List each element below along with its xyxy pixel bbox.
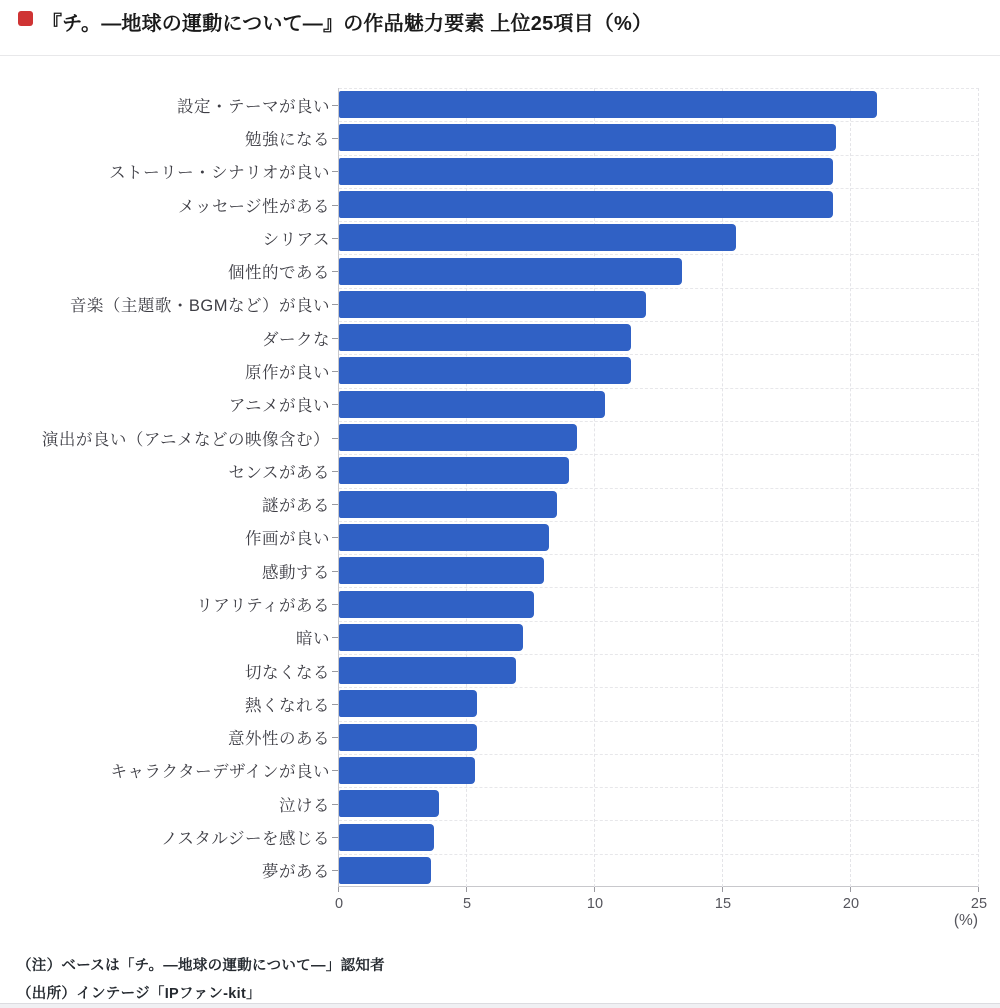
horizontal-gridline bbox=[339, 288, 979, 289]
category-label: センスがある bbox=[228, 463, 330, 482]
y-axis-tick bbox=[332, 671, 338, 672]
bar bbox=[339, 158, 833, 185]
horizontal-gridline bbox=[339, 621, 979, 622]
horizontal-gridline bbox=[339, 221, 979, 222]
y-axis-tick bbox=[332, 737, 338, 738]
y-axis-tick bbox=[332, 837, 338, 838]
bar bbox=[339, 624, 523, 651]
x-axis-tick bbox=[338, 887, 339, 892]
bottom-section-divider bbox=[0, 1003, 1000, 1008]
horizontal-gridline bbox=[339, 88, 979, 89]
y-axis-tick bbox=[332, 205, 338, 206]
category-label: 作画が良い bbox=[245, 530, 330, 549]
x-axis-tick-label: 15 bbox=[714, 896, 732, 912]
horizontal-gridline bbox=[339, 354, 979, 355]
y-axis-tick bbox=[332, 770, 338, 771]
bar bbox=[339, 457, 569, 484]
y-axis-tick bbox=[332, 537, 338, 538]
category-label: 個性的である bbox=[228, 264, 330, 283]
x-axis-unit-label: (%) bbox=[953, 912, 978, 929]
y-axis-tick bbox=[332, 171, 338, 172]
chart-footnotes bbox=[0, 940, 1000, 1008]
x-axis-tick bbox=[722, 887, 723, 892]
bar bbox=[339, 524, 549, 551]
bar bbox=[339, 724, 477, 751]
bar bbox=[339, 591, 534, 618]
y-axis-tick bbox=[332, 304, 338, 305]
category-label: メッセージ性がある bbox=[177, 197, 330, 216]
footnote-source: （出所）インテージ「IPファン-kit」 bbox=[17, 986, 261, 1002]
category-label: 勉強になる bbox=[245, 130, 330, 149]
bar bbox=[339, 258, 682, 285]
vertical-gridline bbox=[850, 88, 851, 887]
bar bbox=[339, 491, 557, 518]
bar bbox=[339, 324, 631, 351]
bar bbox=[339, 424, 577, 451]
category-label: 感動する bbox=[262, 563, 330, 582]
horizontal-gridline bbox=[339, 820, 979, 821]
chart-header bbox=[0, 0, 1000, 55]
category-label: 設定・テーマが良い bbox=[177, 97, 330, 116]
horizontal-gridline bbox=[339, 121, 979, 122]
horizontal-gridline bbox=[339, 488, 979, 489]
category-label: 暗い bbox=[296, 630, 330, 649]
y-axis-tick bbox=[332, 238, 338, 239]
y-axis-tick bbox=[332, 138, 338, 139]
category-label: シリアス bbox=[262, 230, 330, 249]
category-label: 意外性のある bbox=[228, 730, 330, 749]
horizontal-gridline bbox=[339, 787, 979, 788]
y-axis-tick bbox=[332, 371, 338, 372]
x-axis-tick bbox=[978, 887, 979, 892]
page-title: 『チ。―地球の運動について―』の作品魅力要素 上位25項目（%） bbox=[42, 13, 653, 35]
horizontal-gridline bbox=[339, 421, 979, 422]
horizontal-gridline bbox=[339, 454, 979, 455]
bar bbox=[339, 757, 475, 784]
bar bbox=[339, 391, 605, 418]
y-axis-tick bbox=[332, 438, 338, 439]
category-label: 原作が良い bbox=[245, 363, 330, 382]
plot-area bbox=[334, 88, 988, 912]
category-label: 泣ける bbox=[279, 796, 330, 815]
x-axis-tick bbox=[850, 887, 851, 892]
bar bbox=[339, 357, 631, 384]
x-axis-tick-label: 0 bbox=[334, 896, 344, 912]
horizontal-gridline bbox=[339, 155, 979, 156]
category-label: 音楽（主題歌・BGMなど）が良い bbox=[69, 297, 330, 316]
horizontal-gridline bbox=[339, 654, 979, 655]
x-axis-tick-label: 5 bbox=[462, 896, 472, 912]
horizontal-gridline bbox=[339, 854, 979, 855]
x-axis-tick bbox=[466, 887, 467, 892]
horizontal-gridline bbox=[339, 388, 979, 389]
bar bbox=[339, 557, 544, 584]
category-label: リアリティがある bbox=[196, 597, 330, 616]
horizontal-gridline bbox=[339, 321, 979, 322]
y-axis-tick bbox=[332, 870, 338, 871]
bar bbox=[339, 91, 877, 118]
category-label: ダークな bbox=[262, 330, 330, 349]
bar bbox=[339, 824, 434, 851]
horizontal-gridline bbox=[339, 554, 979, 555]
y-axis-tick bbox=[332, 604, 338, 605]
x-axis-tick-label: 10 bbox=[586, 896, 604, 912]
category-label: 夢がある bbox=[262, 863, 330, 882]
category-label: 熱くなれる bbox=[245, 696, 330, 715]
x-axis-tick bbox=[594, 887, 595, 892]
y-axis-tick bbox=[332, 471, 338, 472]
category-label: 謎がある bbox=[262, 497, 330, 516]
y-axis-tick bbox=[332, 637, 338, 638]
horizontal-gridline bbox=[339, 754, 979, 755]
bar bbox=[339, 124, 836, 151]
category-label: キャラクターデザインが良い bbox=[110, 763, 330, 782]
y-axis-tick bbox=[332, 404, 338, 405]
x-axis-tick-label: 25 bbox=[970, 896, 988, 912]
y-axis-tick bbox=[332, 338, 338, 339]
y-axis-tick bbox=[332, 704, 338, 705]
horizontal-gridline bbox=[339, 587, 979, 588]
bar bbox=[339, 191, 833, 218]
bar bbox=[339, 857, 431, 884]
red-square-bullet-icon bbox=[18, 11, 33, 26]
vertical-gridline bbox=[978, 88, 979, 887]
y-axis-tick bbox=[332, 571, 338, 572]
footnote-base: （注）ベースは「チ。―地球の運動について―」認知者 bbox=[17, 958, 385, 974]
horizontal-gridline bbox=[339, 521, 979, 522]
horizontal-gridline bbox=[339, 721, 979, 722]
bar bbox=[339, 657, 516, 684]
bar bbox=[339, 291, 646, 318]
category-label: ノスタルジーを感じる bbox=[161, 830, 330, 849]
bar bbox=[339, 690, 477, 717]
y-axis-tick bbox=[332, 271, 338, 272]
x-axis-tick-label: 20 bbox=[842, 896, 860, 912]
category-label: 切なくなる bbox=[245, 663, 330, 682]
category-label: 演出が良い（アニメなどの映像含む） bbox=[41, 430, 330, 449]
y-axis-tick bbox=[332, 105, 338, 106]
y-axis-tick bbox=[332, 804, 338, 805]
horizontal-gridline bbox=[339, 254, 979, 255]
bar bbox=[339, 790, 439, 817]
category-label: アニメが良い bbox=[228, 397, 330, 416]
category-label: ストーリー・シナリオが良い bbox=[109, 164, 330, 183]
y-axis-labels bbox=[0, 88, 330, 887]
y-axis-tick bbox=[332, 504, 338, 505]
bar bbox=[339, 224, 736, 251]
bar-chart bbox=[0, 56, 1000, 940]
horizontal-gridline bbox=[339, 687, 979, 688]
horizontal-gridline bbox=[339, 188, 979, 189]
